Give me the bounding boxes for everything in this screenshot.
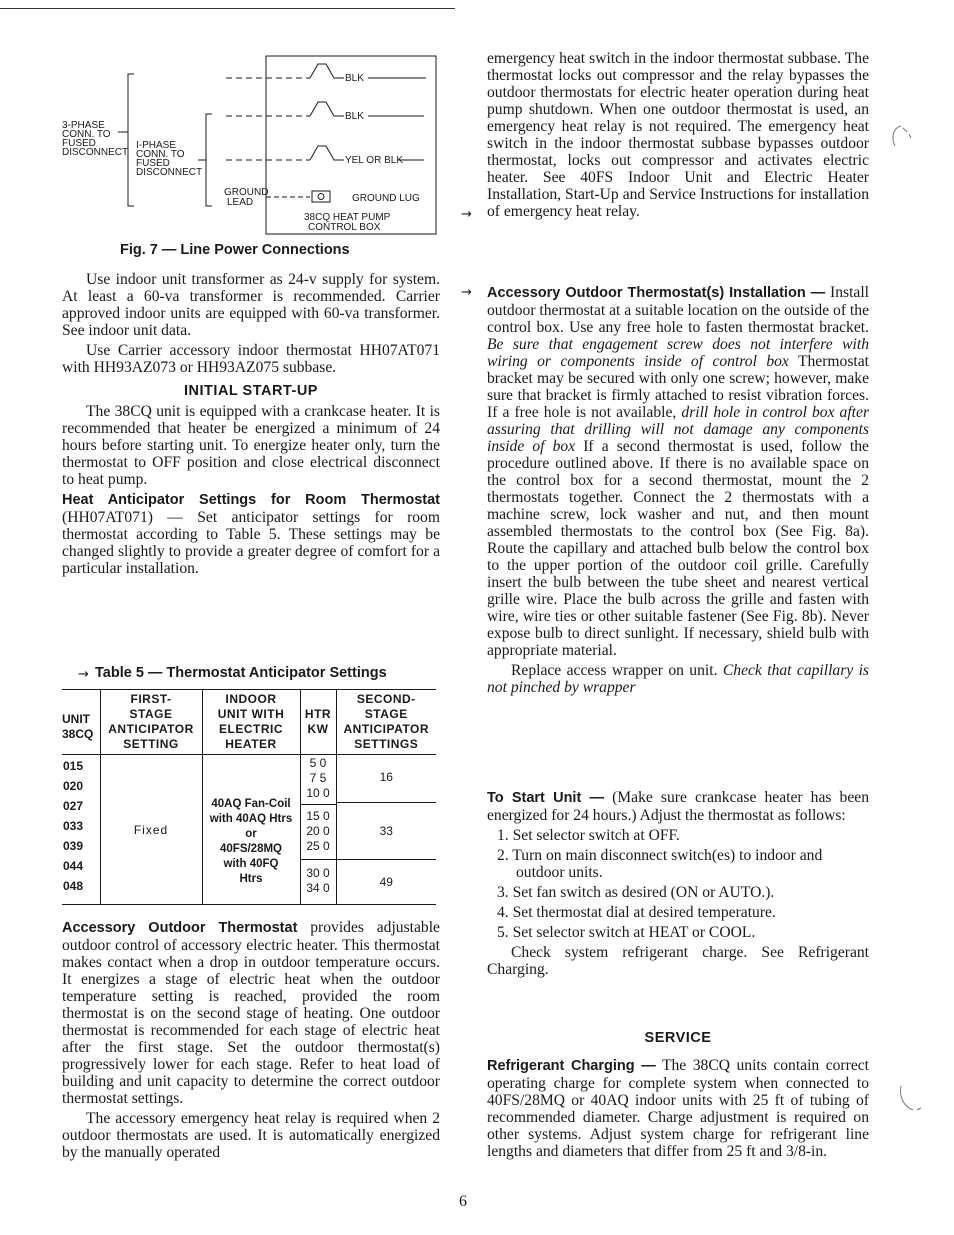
indoor-unit-value: 40AQ Fan-Coil with 40AQ Htrs or 40FS/28MQ with 40FQ Htrs [202,755,300,905]
table-row: 015 [63,759,84,773]
table-row: 048 [63,879,84,893]
table5-caption: Table 5 — Thermostat Anticipator Settings [95,665,387,681]
kw-value: 20 0 [306,824,330,838]
wire-label-1: BLK [345,73,364,84]
table-row: 027 [63,799,84,813]
list-item: 3. Set fan switch as desired (ON or AUTO.). [497,884,775,901]
ground-lug-icon [312,191,330,202]
list-item: 2. Turn on main disconnect switch(es) to indoor and outdoor units. [497,847,823,881]
three-phase-bracket [128,74,134,206]
heat-anticipator-paragraph: Heat Anticipator Settings for Room Thermostat (HH07AT071) — Set anticipator settings for room thermostat according to Table 5. These settings may be changed slightly to provide a greater degree of comfort for a particular installation. [62,492,440,577]
wire-label-3: YEL OR BLK [345,155,403,166]
wire-label-2: BLK [345,111,364,122]
initial-startup-heading: INITIAL START-UP [184,383,318,399]
col-htr-kw: HTR KW [300,690,336,755]
terminal-blk-2 [310,102,344,116]
installation-runin: Accessory Outdoor Thermostat(s) Installation — [487,285,826,301]
punch-mark-decoration [885,120,915,156]
refrigerant-charging-runin: Refrigerant Charging — [487,1058,656,1074]
list-item: 5. Set selector switch at HEAT or COOL. [497,924,756,941]
kw-value: 34 0 [306,881,330,895]
table-row: 020 [63,779,84,793]
startup-steps-list [487,827,869,941]
col-unit: UNIT 38CQ [62,690,100,755]
three-phase-label: 3-PHASE CONN. TO FUSED DISCONNECT [62,120,129,158]
kw-value: 15 0 [306,809,330,823]
ground-lead-label: GROUND LEAD [224,187,269,208]
emergency-heat-continuation: emergency heat switch in the indoor thermostat subbase. The thermostat locks out compressor and the relay bypasses the outdoor thermostats for electric heater operation during heat pump shutdown. When one outdoor thermostat is used, an emergency heat relay is not required. The emergency heat switch in the indoor thermostat subbase bypasses outdoor thermostat, locks out compressor and activates electric heater. See 40FS Indoor Unit and Electric Heater Installation, Start-Up and Service Instructions for installation of emergency heat relay. [487,50,869,220]
second-stage-value: 49 [379,875,393,889]
col-indoor-unit: INDOOR UNIT WITH ELECTRIC HEATER [202,690,300,755]
top-rule [0,8,455,9]
kw-value: 5 0 [309,756,327,770]
refrigerant-charging-paragraph: Refrigerant Charging — The 38CQ units contain correct operating charge for complete system when connected to 40FS/28MQ or 40AQ indoor units with 25 ft of tubing of recommended diameter. Charge adjustment is required on other systems. Adjust system charge for refrigerant line lengths and diameters that differ from 25 ft and 3/8-in. [487,1057,869,1160]
htr-kw-values [300,755,336,905]
kw-value: 25 0 [306,839,330,853]
thermostat-paragraph: Use Carrier accessory indoor thermostat HH07AT071 with HH93AZ073 or HH93AZ075 subbase. [62,342,440,376]
heat-anticipator-runin: Heat Anticipator Settings for Room Thermostat [62,492,440,508]
kw-value: 30 0 [306,866,330,880]
check-charge-paragraph: Check system refrigerant charge. See Refrigerant Charging. [487,944,869,978]
col-first-stage: FIRST- STAGE ANTICIPATOR SETTING [100,690,202,755]
page-number: 6 [459,1193,467,1210]
crankcase-paragraph: The 38CQ unit is equipped with a crankcase heater. It is recommended that heater be energized a minimum of 24 hours before starting unit. To energize heater only, turn the thermostat to OFF position and close electrical disconnect to heat pump. [62,403,440,488]
revision-arrow-icon: → [461,207,472,222]
service-heading: SERVICE [644,1030,712,1046]
start-unit-runin: To Start Unit — [487,790,605,806]
second-stage-value: 33 [337,803,437,860]
accessory-outdoor-thermostat-paragraph: Accessory Outdoor Thermostat provides adjustable outdoor control of accessory electric heater. This thermostat makes contact when a drop in outdoor temperature occurs. It energizes a stage of electric heat when the outdoor temperature setting is reached, provided the room thermostat is on the second stage of heating. One outdoor thermostat is recommended for each stage of electric heat after the first stage. Set the outdoor thermostat(s) progressively lower for each stage. Refer to heat load of building and unit capacity to determine the correct outdoor thermostat settings. [62,919,440,1107]
col-second-stage: SECOND- STAGE ANTICIPATOR SETTINGS [343,692,429,751]
revision-arrow-icon: → [461,285,472,300]
one-phase-label: I-PHASE CONN. TO FUSED DISCONNECT [136,140,203,178]
revision-arrow-icon: → [78,667,89,682]
fig7-line-power-diagram [62,52,440,237]
table-row: 033 [63,819,84,833]
second-stage-value: 16 [337,755,437,803]
thermostat-installation-paragraph: Accessory Outdoor Thermostat(s) Installation — Install outdoor thermostat at a suitable location on the outside of the control box. Use any free hole to fasten thermostat bracket. Be sure that engagement screw does not interfere with wiring or components inside of control box Thermostat bracket may be secured with only one screw; however, make sure that bracket is firmly attached to resist vibration forces. If a free hole is not available, drill hole in control box after assuring that drilling will not damage any components inside of box If a second thermostat is used, follow the procedure outlined above. If there is no available space on the control box for a second thermostat, mount the 2 thermostats together. Connect the 2 thermostats with a machine screw, lock washer and nut, and then mount assembled thermostats to the control box (See Fig. 8a). Route the capillary and attached bulb below the control box to the upper portion of the outdoor coil grille. Carefully insert the bulb between the tube sheet and nearest vertical grille wire. Place the bulb across the grille and fasten with wire, wire ties or other suitable fastener (See Fig. 8b). Never expose bulb to direct sunlight. If necessary, shield bulb with appropriate material. [487,284,870,659]
list-item: 1. Set selector switch at OFF. [497,827,680,844]
kw-value: 10 0 [306,786,330,800]
list-item: 4. Set thermostat dial at desired temperature. [497,904,776,921]
table-row: 039 [63,839,84,853]
punch-mark-decoration [895,1080,925,1116]
emergency-relay-paragraph: The accessory emergency heat relay is required when 2 outdoor thermostats are used. It is automatically energized by the manually operated [62,1110,440,1161]
replace-wrapper-paragraph: Replace access wrapper on unit. Check that capillary is not pinched by wrapper [487,662,869,696]
fig7-caption: Fig. 7 — Line Power Connections [120,242,350,258]
control-box-label: 38CQ HEAT PUMP CONTROL BOX [304,212,391,233]
terminal-yel [310,146,344,160]
terminal-blk-1 [310,64,344,78]
first-stage-value: Fixed [100,755,202,905]
kw-value: 7 5 [309,771,327,785]
accessory-outdoor-runin: Accessory Outdoor Thermostat [62,920,298,936]
table5-thermostat-anticipator-settings [62,689,436,905]
to-start-unit-paragraph: To Start Unit — (Make sure crankcase heater has been energized for 24 hours.) Adjust the thermostat as follows: [487,789,869,824]
ground-lug-label: GROUND LUG [352,193,420,204]
transformer-paragraph: Use indoor unit transformer as 24-v supply for system. At least a 60-va transformer is recommended. Carrier approved indoor units are equipped with 60-va transformer. See indoor unit data. [62,271,440,339]
second-stage-values [336,755,436,905]
table-row: 044 [63,859,84,873]
one-phase-bracket [206,114,212,206]
unit-list [62,755,100,905]
